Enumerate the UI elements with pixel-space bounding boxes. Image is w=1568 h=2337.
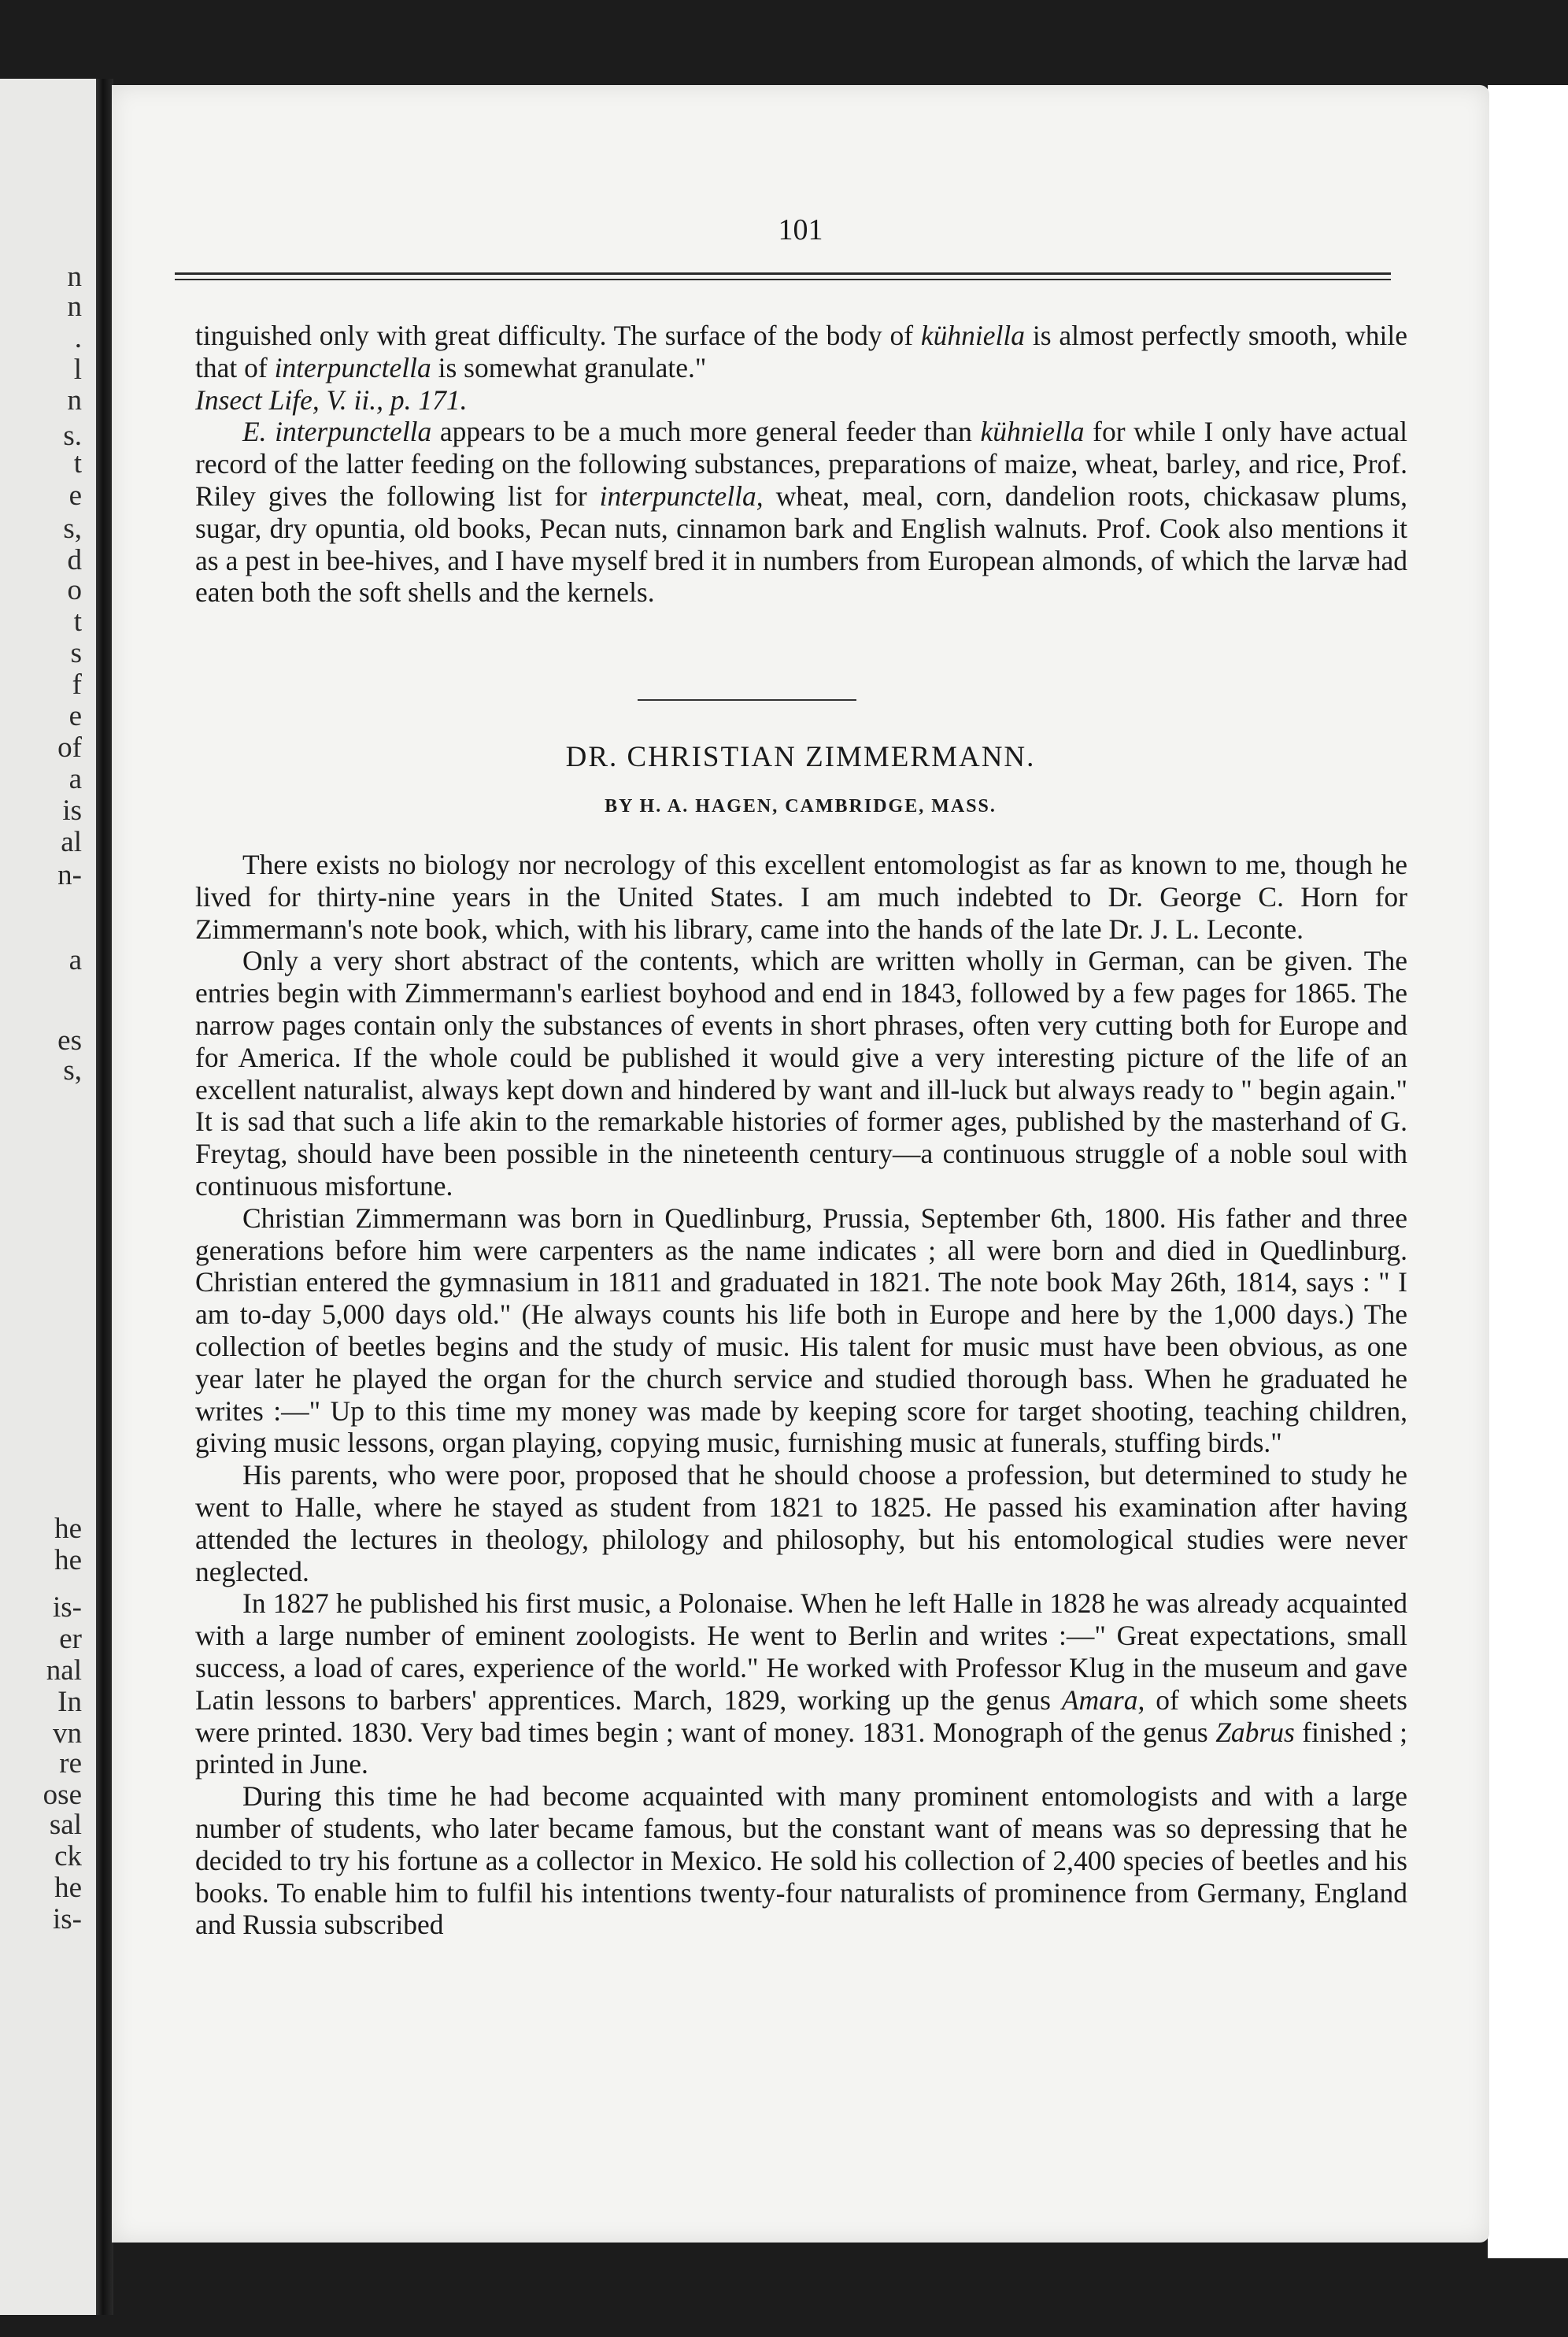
paragraph: During this time he had become acquainted with many prominent entomologists and with a large number of students, who later became famous, but the constant want of means was so depressing that he decided to try his fortune as a collector in Mexico. He sold his collection of 2,400 species of beetles and his books. To enable him to fulfil his intentions twenty-four naturalists of prominence from Germany, England and Russia subscribed [195,1780,1407,1941]
margin-fragment: l [73,354,82,386]
page-number: 101 [778,213,823,246]
section-divider [638,699,856,701]
margin-fragment: n [67,261,82,293]
margin-fragment: nal [46,1654,82,1687]
margin-fragment: In [57,1686,82,1718]
margin-fragment: is- [53,1903,82,1935]
paragraph: tinguished only with great difficulty. The surface of the body of kühniella is almost perfectly smooth, while that of interpunctella is somewhat granulate." Insect Life, V. ii., p. 171. [195,320,1407,416]
margin-fragment: ose [43,1779,82,1811]
margin-fragment: e [68,480,82,512]
paragraph: His parents, who were poor, proposed that he should choose a profession, but determined to study he went to Halle, where he stayed as student from 1821 to 1825. He passed his examination after having attended the lectures in theology, philology and philosophy, but his entomological studies were never neglected. [195,1459,1407,1587]
margin-fragment: a [68,944,82,976]
margin-fragment: t [73,606,82,638]
margin-fragment: s [70,637,82,669]
margin-fragment: . [74,322,82,354]
continued-text-block [195,320,1407,609]
header-rule [175,272,1391,275]
header-rule-thin [175,279,1391,280]
margin-fragment: of [57,731,82,764]
book-gutter [96,79,113,2315]
margin-fragment: s, [63,1054,82,1087]
paragraph: Christian Zimmermann was born in Quedlinburg, Prussia, September 6th, 1800. His father and three generations before him were carpenters as the name indicates ; all were born and died in Quedlinburg. Christian entered the gymnasium in 1811 and graduated in 1821. The note book May 26th, 1814, says : " I am to-day 5,000 days old." (He always counts his life both in Europe and here by the 1,000 days.) The collection of beetles begins and the study of music. His talent for music must have been obvious, as one year later he played the organ for the church service and studied thorough bass. When he graduated he writes :—" Up to this time my money was made by keeping score for target shooting, teaching children, giving music lessons, organ playing, copying music, furnishing music at funerals, stuffing birds." [195,1202,1407,1459]
paragraph: In 1827 he published his first music, a Polonaise. When he left Halle in 1828 he was already acquainted with a large number of eminent zoologists. He went to Berlin and writes :—" Great expectations, small success, a load of cares, experience of the world." He worked with Professor Klug in the museum and gave Latin lessons to barbers' apprentices. March, 1829, working up the genus Amara, of which some sheets were printed. 1830. Very bad times begin ; want of money. 1831. Monograph of the genus Zabrus finished ; printed in June. [195,1587,1407,1780]
margin-fragment: s, [63,513,82,545]
margin-fragment: he [54,1872,82,1904]
margin-fragment: re [59,1747,82,1780]
margin-fragment: f [72,669,82,701]
book-page [112,85,1489,2243]
margin-fragment: t [73,447,82,480]
margin-fragment: es [57,1024,82,1057]
margin-fragment: al [61,826,82,858]
margin-fragment: sal [49,1809,82,1841]
margin-fragment: a [68,763,82,795]
margin-fragment: ck [54,1840,82,1872]
article-body [195,849,1407,1941]
margin-fragment: s. [63,420,82,452]
margin-fragment: n [67,384,82,417]
margin-fragment: n [67,291,82,323]
margin-fragment: he [54,1544,82,1576]
paragraph: There exists no biology nor necrology of this excellent entomologist as far as known to me, though he lived for thirty-nine years in the United States. I am much indebted to Dr. George C. Horn for Zimmermann's note book, which, with his library, came into the hands of the late Dr. J. L. Leconte. [195,849,1407,945]
article-byline: BY H. A. HAGEN, CAMBRIDGE, MASS. [605,796,997,817]
margin-fragment: e [68,700,82,732]
margin-fragment: vn [53,1717,82,1750]
paragraph: E. interpunctella appears to be a much more general feeder than kühniella for while I only have actual record of the latter feeding on the following substances, preparations of maize, wheat, barley, and rice, Prof. Riley gives the following list for interpunctella, wheat, meal, corn, dandelion roots, chickasaw plums, sugar, dry opuntia, old books, Pecan nuts, cinnamon bark and English walnuts. Prof. Cook also mentions it as a pest in bee-hives, and I have myself bred it in numbers from European almonds, of which the larvæ had eaten both the soft shells and the kernels. [195,416,1408,609]
margin-fragment: d [67,544,82,576]
margin-fragment: he [54,1513,82,1545]
margin-fragment: o [67,574,82,606]
facing-page-edge [0,79,101,2315]
page-background-right [1488,85,1568,2258]
margin-fragment: is [62,794,82,827]
article-title: DR. CHRISTIAN ZIMMERMANN. [565,741,1036,773]
margin-fragment: n- [57,859,82,891]
margin-fragment: er [59,1623,82,1655]
reference: Insect Life, V. ii., p. 171. [195,383,468,416]
margin-fragment: is- [53,1591,82,1624]
paragraph: Only a very short abstract of the contents, which are written wholly in German, can be given. The entries begin with Zimmermann's earliest boyhood and end in 1843, followed by a few pages for 1865. The narrow pages contain only the substances of events in short phrases, often very cutting both for Europe and for America. If the whole could be published it would give a very interesting picture of the life of an excellent naturalist, always kept down and hindered by want and ill-luck but always ready to " begin again." It is sad that such a life akin to the remarkable histories of former ages, published by the masterhand of G. Freytag, should have been possible in the nineteenth century—a continuous struggle of a noble soul with continuous misfortune. [195,945,1407,1202]
